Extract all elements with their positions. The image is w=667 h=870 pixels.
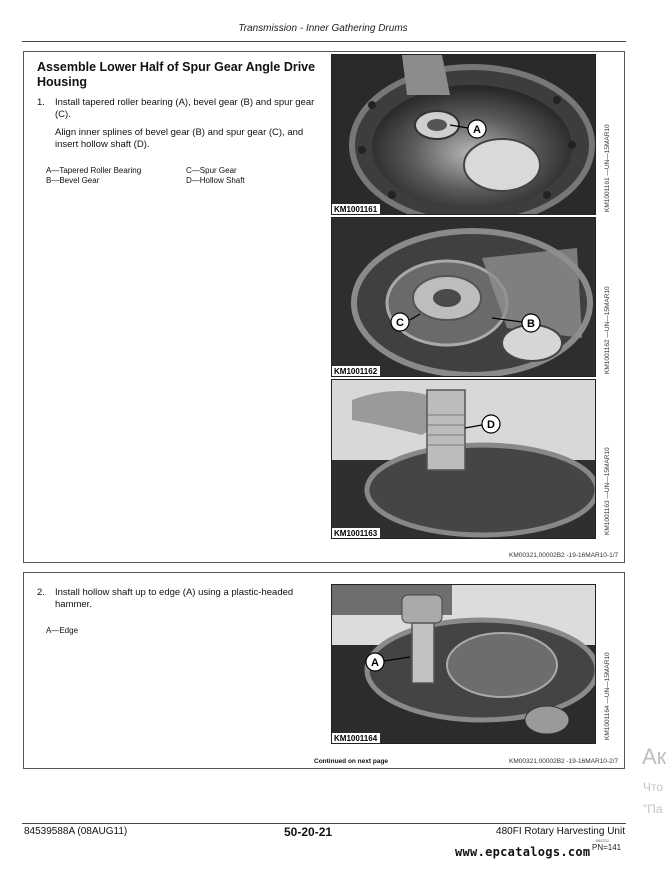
footer-page-number: 50-20-21 [284, 825, 333, 839]
photo-1-label: KM1001161 [332, 204, 380, 214]
header-rule [22, 41, 626, 42]
footer-product: 480FI Rotary Harvesting Unit [496, 826, 625, 837]
callout-c-photo2: C [396, 317, 404, 329]
photo-4-label: KM1001164 [332, 733, 380, 743]
photo-km1001164 [331, 584, 596, 744]
overlay-text-line2: "Па [643, 802, 663, 816]
callout-a-photo1: A [473, 124, 481, 136]
photo-km1001163 [331, 379, 596, 539]
photo-km1001162 [331, 217, 596, 377]
photo-3-side-id: KM1001163 —UN—15MAR10 [604, 447, 611, 535]
photo-4-side-id: KM1001164 —UN—15MAR10 [604, 652, 611, 740]
housing-bearing-image [332, 55, 596, 215]
step-2-text: Install hollow shaft up to edge (A) using a plastic-headed hammer. [55, 587, 294, 610]
overlay-text-big: Ак [642, 744, 667, 769]
overlay-text-line1: Что [643, 780, 664, 794]
legend-c: C—Spur Gear [186, 166, 237, 175]
step-1-text-b: Align inner splines of bevel gear (B) and spur gear (C), and insert hollow shaft (D). [55, 127, 304, 150]
watermark-url: www.epcatalogs.com [455, 845, 591, 859]
step-2-number: 2. [37, 587, 45, 598]
continued-note: Continued on next page [314, 758, 389, 765]
footer-pn: PN=141 [592, 843, 622, 852]
callout-d-photo3: D [487, 419, 495, 431]
photo-3-label: KM1001163 [332, 528, 380, 538]
footer-rule [22, 823, 626, 824]
footer-tiny-code: 081211 [596, 838, 610, 843]
step-1-number: 1. [37, 97, 45, 108]
callout-b-photo2: B [527, 318, 535, 330]
photo-1-side-id: KM1001161 —UN—15MAR10 [604, 124, 611, 212]
photo-km1001161 [331, 54, 596, 215]
photo-2-label: KM1001162 [332, 366, 380, 376]
section-title: Assemble Lower Half of Spur Gear Angle Drive Housing [37, 60, 316, 89]
photo-2-side-id: KM1001162 —UN—15MAR10 [604, 286, 611, 374]
legend-d: D—Hollow Shaft [186, 176, 245, 185]
hollow-shaft-insert-image [332, 380, 596, 539]
step-1-text-a: Install tapered roller bearing (A), bevel gear (B) and spur gear (C). [55, 97, 315, 120]
bevel-spur-gear-image [332, 218, 596, 377]
legend-edge: A—Edge [46, 626, 79, 635]
legend-b: B—Bevel Gear [46, 176, 100, 185]
step-2 [37, 587, 307, 611]
step-1 [37, 97, 327, 151]
footer-doc-id: 84539588A (08AUG11) [24, 826, 128, 837]
section-1-ref-code: KM00321,00002B2 -19-16MAR10-1/7 [509, 552, 619, 559]
hammer-shaft-image [332, 585, 596, 744]
legend-a: A—Tapered Roller Bearing [46, 166, 142, 175]
callout-a-photo4: A [371, 657, 379, 669]
page-header-title: Transmission - Inner Gathering Drums [238, 23, 408, 34]
section-2-ref-code: KM00321,00002B2 -19-16MAR10-2/7 [509, 758, 619, 765]
